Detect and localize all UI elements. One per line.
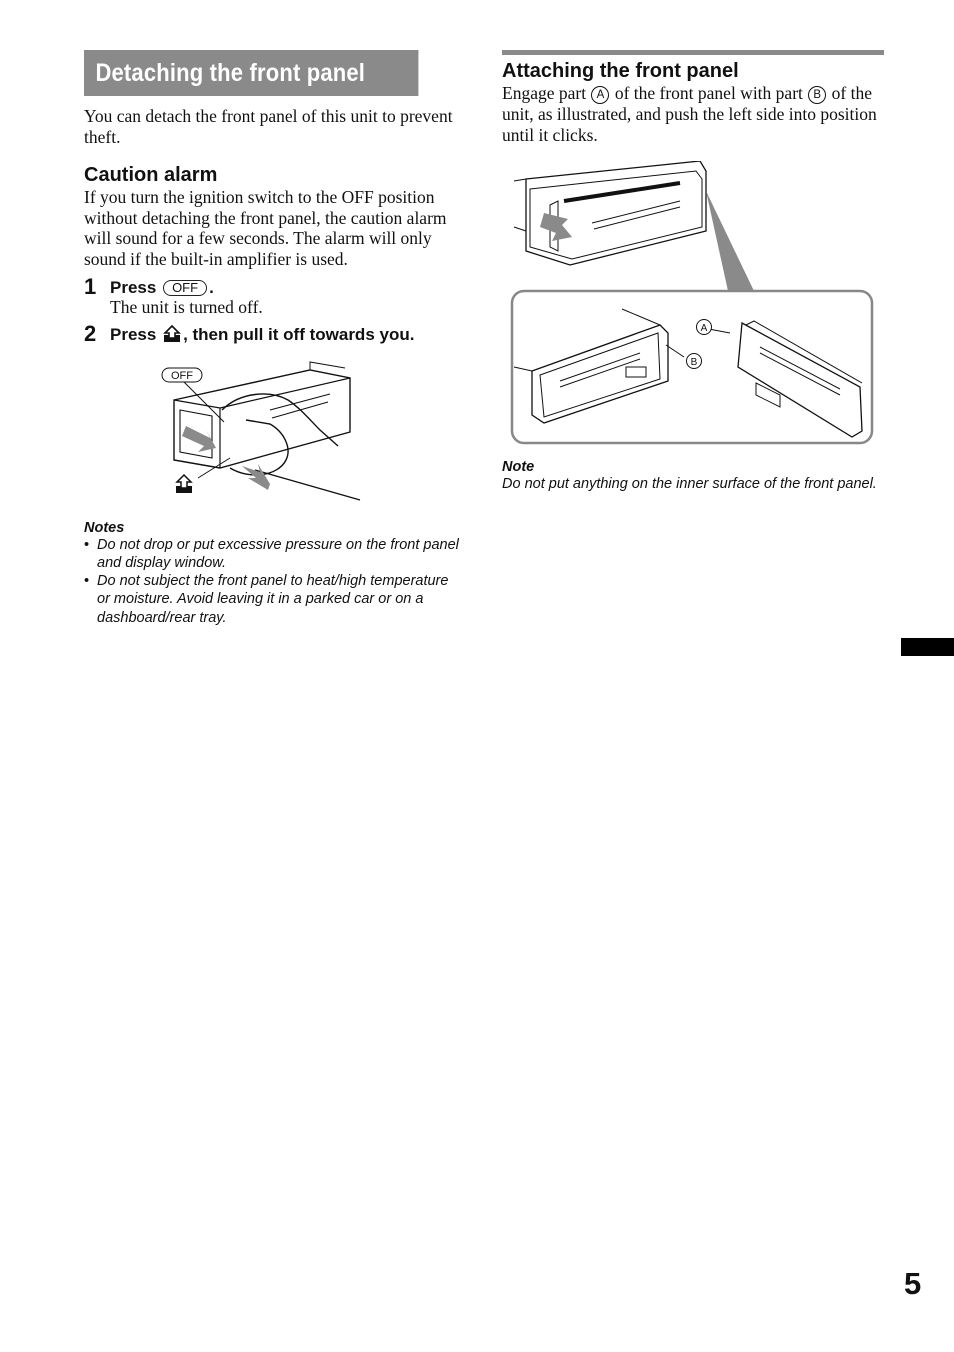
callout-a-label: A: [700, 323, 708, 334]
step-1: [84, 274, 464, 318]
note-item: • Do not subject the front panel to heat/high temperature or moisture. Avoid leaving it in a parked car or on a dashboard/rear tray.: [84, 572, 464, 627]
attach-overview-unit: [514, 161, 706, 265]
step-1-number: 1: [84, 274, 97, 299]
attach-text-part-1: Engage part: [502, 83, 587, 103]
step-1-result: The unit is turned off.: [110, 297, 263, 317]
note-title: Note: [502, 459, 535, 475]
note-item: • Do not drop or put excessive pressure on the front panel and display window.: [84, 536, 464, 573]
notes-list: [84, 536, 464, 627]
section-title-banner: Detaching the front panel: [84, 50, 418, 96]
intro-text: You can detach the front panel of this unit to prevent theft.: [84, 106, 453, 147]
press-arrow-icon: [242, 464, 270, 490]
attaching-text: [502, 83, 884, 145]
step-1-period: .: [209, 278, 214, 297]
step-1-press-label: Press: [110, 278, 157, 297]
step-2: [84, 320, 464, 346]
off-callout-label: OFF: [171, 369, 193, 382]
step-1-instruction: [110, 277, 464, 299]
notes-section: [84, 520, 464, 627]
zoom-indicator: [706, 191, 754, 291]
attach-text-part-2: of the front panel with part: [614, 83, 803, 103]
caution-alarm-heading: Caution alarm: [84, 164, 218, 186]
part-a-marker-icon: A: [591, 86, 609, 104]
off-key-icon: OFF: [163, 280, 207, 296]
step-2-instruction: [110, 324, 464, 346]
step-2-press-label: Press: [110, 324, 157, 344]
step-2-rest: , then pull it off towards you.: [183, 324, 415, 344]
part-b-marker-icon: B: [808, 86, 826, 104]
release-icon: [163, 325, 181, 343]
attach-illustration: [510, 161, 882, 451]
note-text: Do not put anything on the inner surface of the front panel.: [502, 476, 877, 492]
attach-note-section: [502, 459, 884, 493]
notes-title: Notes: [84, 519, 125, 536]
release-button-callout-icon: [176, 475, 192, 493]
left-column: [84, 50, 464, 627]
page-number: 5: [904, 1266, 922, 1301]
attach-text-part-3: of the unit, as illustrated, and push the left side into position until it clicks.: [502, 83, 877, 145]
attaching-heading: Attaching the front panel: [502, 60, 739, 82]
caution-alarm-text: If you turn the ignition switch to the OFF position without detaching the front panel, the caution alarm will sound for a few seconds. The alarm will only sound if the built-in amplifier is used.: [84, 187, 447, 269]
section-rule: [502, 50, 884, 55]
right-column: [502, 50, 884, 493]
detach-illustration: [160, 360, 440, 510]
callout-b-label: B: [690, 357, 698, 368]
step-2-number: 2: [84, 320, 97, 346]
section-tab-marker: [901, 638, 954, 656]
